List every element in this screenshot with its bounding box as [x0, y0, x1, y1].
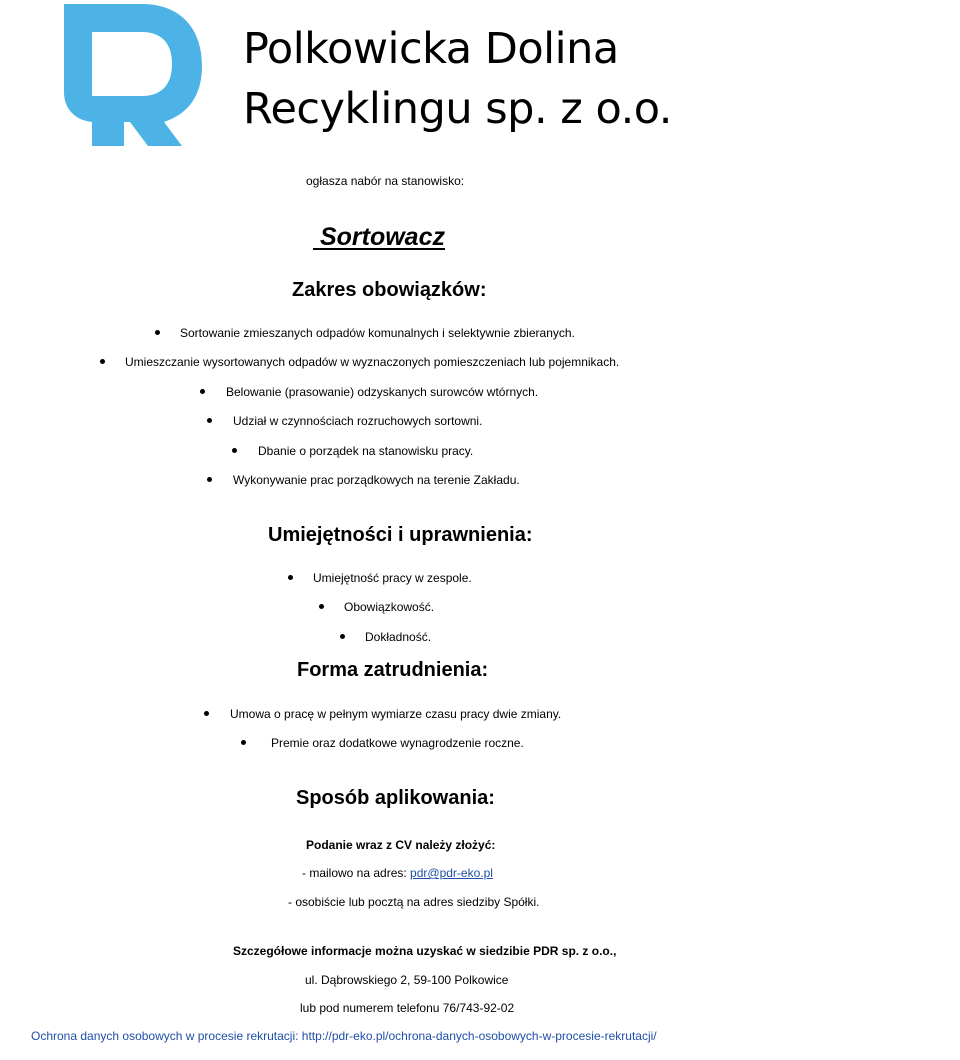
address-line: ul. Dąbrowskiego 2, 59-100 Polkowice [305, 973, 509, 987]
employment-heading: Forma zatrudnienia: [297, 659, 489, 681]
bullet-icon [207, 418, 212, 423]
email-link[interactable]: pdr@pdr-eko.pl [410, 866, 493, 880]
mail-line: - osobiście lub pocztą na adres siedziby Spółki. [288, 895, 540, 909]
list-item: Belowanie (prasowanie) odzyskanych surowców wtórnych. [226, 385, 539, 399]
bullet-icon [200, 389, 205, 394]
details-label: Szczegółowe informacje można uzyskać w siedzibie PDR sp. z o.o., [233, 944, 617, 958]
list-item: Dokładność. [365, 630, 432, 644]
email-prefix: - mailowo na adres: [302, 866, 411, 880]
bullet-icon [241, 740, 246, 745]
bullet-icon [288, 575, 293, 580]
email-line [302, 867, 493, 879]
job-title: Sortowacz [319, 223, 445, 251]
list-item: Dbanie o porządek na stanowisku pracy. [258, 444, 474, 458]
list-item: Udział w czynnościach rozruchowych sortowni. [233, 414, 483, 428]
bullet-icon [340, 634, 345, 639]
bullet-icon [100, 359, 105, 364]
skills-heading: Umiejętności i uprawnienia: [268, 524, 533, 546]
list-item: Obowiązkowość. [344, 600, 435, 614]
list-item: Umieszczanie wysortowanych odpadów w wyznaczonych pomieszczeniach lub pojemnikach. [125, 355, 620, 369]
bullet-icon [204, 711, 209, 716]
bullet-icon [207, 477, 212, 482]
intro-text: ogłasza nabór na stanowisko: [306, 174, 465, 188]
list-item: Sortowanie zmieszanych odpadów komunalnych i selektywnie zbieranych. [180, 326, 575, 340]
list-item: Premie oraz dodatkowe wynagrodzenie roczne. [271, 736, 524, 750]
phone-line: lub pod numerem telefonu 76/743-92-02 [300, 1001, 515, 1015]
bullet-icon [319, 604, 324, 609]
duties-heading: Zakres obowiązków: [292, 279, 487, 301]
submit-label: Podanie wraz z CV należy złożyć: [306, 838, 496, 852]
list-item: Wykonywanie prac porządkowych na terenie Zakładu. [233, 473, 520, 487]
company-name-line2: Recyklingu sp. z o.o. [243, 84, 672, 134]
bullet-icon [155, 330, 160, 335]
pdr-logo-icon [64, 4, 206, 146]
bullet-icon [232, 448, 237, 453]
list-item: Umiejętność pracy w zespole. [313, 571, 472, 585]
apply-heading: Sposób aplikowania: [296, 787, 495, 809]
list-item: Umowa o pracę w pełnym wymiarze czasu pracy dwie zmiany. [230, 707, 562, 721]
privacy-footer-link[interactable]: Ochrona danych osobowych w procesie rekrutacji: http://pdr-eko.pl/ochrona-danych-osobowych-w-procesie-rekrutacji/ [31, 1029, 657, 1043]
company-name-line1: Polkowicka Dolina [243, 24, 619, 74]
